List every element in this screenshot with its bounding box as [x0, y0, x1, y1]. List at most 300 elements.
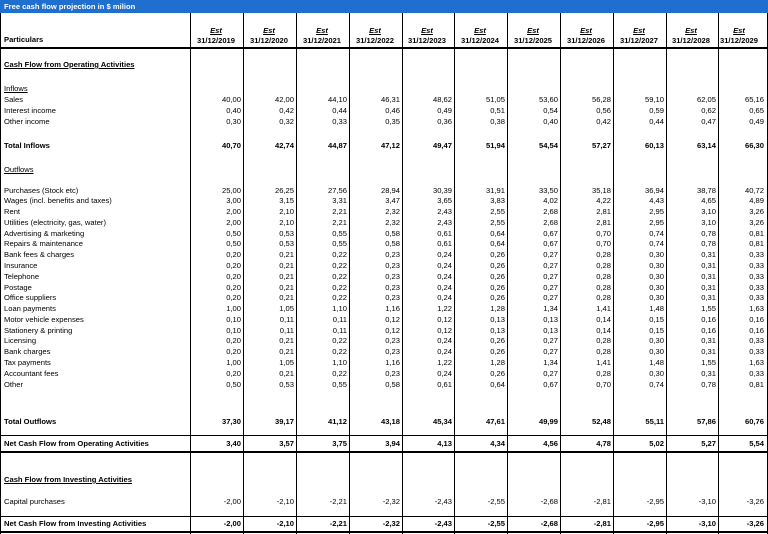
outflow-row-cell[interactable]: 0,70 — [596, 228, 611, 238]
outflow-row-cell[interactable]: 0,21 — [279, 260, 294, 270]
outflow-row-cell[interactable]: 1,22 — [437, 304, 452, 314]
outflow-row-cell[interactable]: 0,26 — [490, 282, 505, 292]
outflow-row-cell[interactable]: 0,12 — [385, 314, 400, 324]
outflow-row-cell[interactable]: 0,20 — [226, 347, 241, 357]
outflow-row-cell[interactable]: 0,22 — [332, 293, 347, 303]
outflow-row-cell[interactable]: 0,31 — [701, 282, 716, 292]
year-header[interactable]: 31/12/2023 — [407, 36, 446, 45]
inflow-row-cell[interactable]: 56,28 — [591, 94, 611, 104]
net-operating-cell[interactable]: 3,57 — [279, 439, 294, 448]
inflow-row-cell[interactable]: 0,46 — [385, 105, 400, 115]
outflow-row-cell[interactable]: 0,31 — [701, 250, 716, 260]
outflow-row-cell[interactable]: 0,30 — [649, 347, 664, 357]
outflow-row-cell[interactable]: 0,28 — [596, 271, 611, 281]
total-inflows-cell[interactable]: 47,12 — [380, 141, 400, 150]
outflow-row-cell[interactable]: 0,33 — [749, 250, 764, 260]
total-outflows-cell[interactable]: 47,61 — [485, 417, 505, 426]
inflow-row-cell[interactable]: 0,32 — [279, 117, 294, 127]
total-inflows-cell[interactable]: 63,14 — [696, 141, 716, 150]
inflow-row-cell[interactable]: 42,00 — [274, 94, 294, 104]
outflow-row-cell[interactable]: 0,30 — [649, 293, 664, 303]
total-inflows-cell[interactable]: 42,74 — [274, 141, 294, 150]
year-header[interactable]: 31/12/2026 — [566, 36, 605, 45]
inflow-row-cell[interactable]: 0,56 — [596, 105, 611, 115]
outflow-row-cell[interactable]: 0,31 — [701, 260, 716, 270]
outflow-row-cell[interactable]: 1,34 — [543, 357, 558, 367]
net-operating-cell[interactable]: 4,78 — [596, 439, 611, 448]
outflow-row-cell[interactable]: 0,27 — [543, 368, 558, 378]
outflow-row-cell[interactable]: 0,22 — [332, 260, 347, 270]
year-header[interactable]: 31/12/2019 — [196, 36, 235, 45]
outflow-row-cell[interactable]: 3,10 — [701, 217, 716, 227]
outflow-row-cell[interactable]: 0,23 — [385, 293, 400, 303]
year-header[interactable]: 31/12/2021 — [302, 36, 341, 45]
year-header[interactable]: 31/12/2020 — [249, 36, 288, 45]
outflow-row-cell[interactable]: 4,22 — [596, 196, 611, 206]
outflow-row-cell[interactable]: 26,25 — [274, 185, 294, 195]
outflow-row-cell[interactable]: 1,41 — [596, 357, 611, 367]
outflow-row-cell[interactable]: 0,24 — [437, 260, 452, 270]
net-investing-cell[interactable]: -2,55 — [487, 519, 505, 528]
outflow-row-cell[interactable]: 0,64 — [490, 228, 505, 238]
outflow-row-cell[interactable]: 0,50 — [226, 239, 241, 249]
inflow-row-cell[interactable]: 40,00 — [221, 94, 241, 104]
outflow-row-cell[interactable]: 0,24 — [437, 368, 452, 378]
net-operating-cell[interactable]: 3,75 — [332, 439, 347, 448]
capital-row-cell[interactable]: -3,26 — [746, 497, 764, 506]
outflow-row-cell[interactable]: 0,16 — [701, 325, 716, 335]
outflow-row-cell[interactable]: 0,27 — [543, 260, 558, 270]
inflow-row-cell[interactable]: 62,05 — [696, 94, 716, 104]
year-header[interactable]: 31/12/2024 — [460, 36, 499, 45]
outflow-row-cell[interactable]: 2,95 — [649, 217, 664, 227]
outflow-row-cell[interactable]: 0,33 — [749, 282, 764, 292]
inflow-row-cell[interactable]: 59,10 — [644, 94, 664, 104]
outflow-row-cell[interactable]: 0,70 — [596, 239, 611, 249]
capital-row-cell[interactable]: -2,00 — [223, 497, 241, 506]
outflow-row-cell[interactable]: 0,28 — [596, 282, 611, 292]
outflow-row-cell[interactable]: 0,61 — [437, 239, 452, 249]
outflow-row-cell[interactable]: 0,15 — [649, 325, 664, 335]
outflow-row-cell[interactable]: 2,21 — [332, 217, 347, 227]
outflow-row-cell[interactable]: 27,56 — [327, 185, 347, 195]
inflow-row-cell[interactable]: 0,42 — [279, 105, 294, 115]
outflow-row-cell[interactable]: 0,30 — [649, 250, 664, 260]
inflow-row-cell[interactable]: 0,65 — [749, 105, 764, 115]
outflow-row-cell[interactable]: 0,28 — [596, 336, 611, 346]
outflow-row-cell[interactable]: 0,23 — [385, 271, 400, 281]
year-header[interactable]: 31/12/2028 — [671, 36, 710, 45]
outflow-row-cell[interactable]: 0,31 — [701, 347, 716, 357]
outflow-row-cell[interactable]: 3,83 — [490, 196, 505, 206]
outflow-row-cell[interactable]: 2,68 — [543, 217, 558, 227]
outflow-row-cell[interactable]: 0,13 — [490, 325, 505, 335]
outflow-row-cell[interactable]: 0,53 — [279, 239, 294, 249]
outflow-row-cell[interactable]: 3,26 — [749, 217, 764, 227]
outflow-row-cell[interactable]: 0,12 — [385, 325, 400, 335]
inflow-row-cell[interactable]: 0,35 — [385, 117, 400, 127]
inflow-row-cell[interactable]: 0,42 — [596, 117, 611, 127]
outflow-row-cell[interactable]: 0,28 — [596, 347, 611, 357]
net-operating-cell[interactable]: 4,13 — [437, 439, 452, 448]
outflow-row-cell[interactable]: 0,14 — [596, 325, 611, 335]
outflow-row-cell[interactable]: 0,26 — [490, 368, 505, 378]
outflow-row-cell[interactable]: 0,20 — [226, 293, 241, 303]
net-operating-cell[interactable]: 5,27 — [701, 439, 716, 448]
net-investing-cell[interactable]: -2,95 — [646, 519, 664, 528]
capital-row-cell[interactable]: -3,10 — [698, 497, 716, 506]
net-investing-cell[interactable]: -2,43 — [434, 519, 452, 528]
outflow-row-cell[interactable]: 4,65 — [701, 196, 716, 206]
inflow-row-cell[interactable]: 0,47 — [701, 117, 716, 127]
inflow-row-cell[interactable]: 0,33 — [332, 117, 347, 127]
outflow-row-cell[interactable]: 0,21 — [279, 282, 294, 292]
total-inflows-cell[interactable]: 40,70 — [221, 141, 241, 150]
outflow-row-cell[interactable]: 0,27 — [543, 347, 558, 357]
outflow-row-cell[interactable]: 2,81 — [596, 207, 611, 217]
outflow-row-cell[interactable]: 0,27 — [543, 336, 558, 346]
outflow-row-cell[interactable]: 0,11 — [279, 325, 294, 335]
outflow-row-cell[interactable]: 4,89 — [749, 196, 764, 206]
outflow-row-cell[interactable]: 0,26 — [490, 271, 505, 281]
outflow-row-cell[interactable]: 0,74 — [649, 379, 664, 389]
year-header[interactable]: 31/12/2025 — [513, 36, 552, 45]
outflow-row-cell[interactable]: 35,18 — [591, 185, 611, 195]
capital-row-cell[interactable]: -2,32 — [382, 497, 400, 506]
inflow-row-cell[interactable]: 0,62 — [701, 105, 716, 115]
outflow-row-cell[interactable]: 0,74 — [649, 239, 664, 249]
outflow-row-cell[interactable]: 0,16 — [701, 314, 716, 324]
outflow-row-cell[interactable]: 0,58 — [385, 239, 400, 249]
outflow-row-cell[interactable]: 0,33 — [749, 368, 764, 378]
outflow-row-cell[interactable]: 0,23 — [385, 260, 400, 270]
outflow-row-cell[interactable]: 0,27 — [543, 271, 558, 281]
outflow-row-cell[interactable]: 0,78 — [701, 239, 716, 249]
outflow-row-cell[interactable]: 0,78 — [701, 228, 716, 238]
outflow-row-cell[interactable]: 2,00 — [226, 217, 241, 227]
outflow-row-cell[interactable]: 1,00 — [226, 357, 241, 367]
outflow-row-cell[interactable]: 0,23 — [385, 336, 400, 346]
inflow-row-cell[interactable]: 0,59 — [649, 105, 664, 115]
net-investing-cell[interactable]: -2,10 — [276, 519, 294, 528]
outflow-row-cell[interactable]: 0,23 — [385, 347, 400, 357]
outflow-row-cell[interactable]: 0,23 — [385, 250, 400, 260]
capital-row-cell[interactable]: -2,43 — [434, 497, 452, 506]
outflow-row-cell[interactable]: 0,15 — [649, 314, 664, 324]
outflow-row-cell[interactable]: 0,22 — [332, 282, 347, 292]
outflow-row-cell[interactable]: 2,43 — [437, 217, 452, 227]
outflow-row-cell[interactable]: 1,10 — [332, 304, 347, 314]
net-operating-cell[interactable]: 3,94 — [385, 439, 400, 448]
outflow-row-cell[interactable]: 0,21 — [279, 250, 294, 260]
outflow-row-cell[interactable]: 0,22 — [332, 368, 347, 378]
total-inflows-cell[interactable]: 54,54 — [538, 141, 558, 150]
outflow-row-cell[interactable]: 0,24 — [437, 282, 452, 292]
total-outflows-cell[interactable]: 49,99 — [538, 417, 558, 426]
outflow-row-cell[interactable]: 1,48 — [649, 304, 664, 314]
outflow-row-cell[interactable]: 0,64 — [490, 379, 505, 389]
total-inflows-cell[interactable]: 57,27 — [591, 141, 611, 150]
outflow-row-cell[interactable]: 0,26 — [490, 250, 505, 260]
year-header[interactable]: 31/12/2027 — [619, 36, 658, 45]
outflow-row-cell[interactable]: 0,22 — [332, 271, 347, 281]
outflow-row-cell[interactable]: 2,95 — [649, 207, 664, 217]
outflow-row-cell[interactable]: 0,31 — [701, 271, 716, 281]
outflow-row-cell[interactable]: 0,70 — [596, 379, 611, 389]
outflow-row-cell[interactable]: 0,24 — [437, 347, 452, 357]
total-inflows-cell[interactable]: 66,30 — [744, 141, 764, 150]
outflow-row-cell[interactable]: 0,22 — [332, 336, 347, 346]
outflow-row-cell[interactable]: 0,81 — [749, 379, 764, 389]
outflow-row-cell[interactable]: 0,61 — [437, 228, 452, 238]
outflow-row-cell[interactable]: 3,00 — [226, 196, 241, 206]
total-outflows-cell[interactable]: 45,34 — [432, 417, 452, 426]
outflow-row-cell[interactable]: 0,61 — [437, 379, 452, 389]
outflow-row-cell[interactable]: 0,26 — [490, 293, 505, 303]
outflow-row-cell[interactable]: 1,55 — [701, 304, 716, 314]
outflow-row-cell[interactable]: 0,74 — [649, 228, 664, 238]
outflow-row-cell[interactable]: 0,33 — [749, 293, 764, 303]
outflow-row-cell[interactable]: 2,10 — [279, 217, 294, 227]
capital-row-cell[interactable]: -2,55 — [487, 497, 505, 506]
outflow-row-cell[interactable]: 2,32 — [385, 207, 400, 217]
outflow-row-cell[interactable]: 0,23 — [385, 368, 400, 378]
total-outflows-cell[interactable]: 39,17 — [274, 417, 294, 426]
outflow-row-cell[interactable]: 1,48 — [649, 357, 664, 367]
total-inflows-cell[interactable]: 44,87 — [327, 141, 347, 150]
outflow-row-cell[interactable]: 2,43 — [437, 207, 452, 217]
capital-row-cell[interactable]: -2,10 — [276, 497, 294, 506]
outflow-row-cell[interactable]: 2,21 — [332, 207, 347, 217]
outflow-row-cell[interactable]: 0,26 — [490, 260, 505, 270]
sheet-title[interactable]: Free cash flow projection in $ milion — [0, 0, 768, 13]
capital-row-cell[interactable]: -2,95 — [646, 497, 664, 506]
outflow-row-cell[interactable]: 0,27 — [543, 282, 558, 292]
outflow-row-cell[interactable]: 1,22 — [437, 357, 452, 367]
outflow-row-cell[interactable]: 0,64 — [490, 239, 505, 249]
outflow-row-cell[interactable]: 0,28 — [596, 250, 611, 260]
total-outflows-cell[interactable]: 60,76 — [744, 417, 764, 426]
outflow-row-cell[interactable]: 0,20 — [226, 336, 241, 346]
outflow-row-cell[interactable]: 0,11 — [332, 325, 347, 335]
outflow-row-cell[interactable]: 0,28 — [596, 260, 611, 270]
outflow-row-cell[interactable]: 3,15 — [279, 196, 294, 206]
net-investing-cell[interactable]: -2,32 — [382, 519, 400, 528]
outflow-row-cell[interactable]: 0,31 — [701, 336, 716, 346]
outflow-row-cell[interactable]: 1,05 — [279, 304, 294, 314]
net-investing-cell[interactable]: -2,21 — [329, 519, 347, 528]
outflow-row-cell[interactable]: 0,20 — [226, 260, 241, 270]
outflow-row-cell[interactable]: 0,21 — [279, 271, 294, 281]
outflow-row-cell[interactable]: 0,22 — [332, 347, 347, 357]
outflow-row-cell[interactable]: 36,94 — [644, 185, 664, 195]
net-investing-cell[interactable]: -3,10 — [698, 519, 716, 528]
outflow-row-cell[interactable]: 4,43 — [649, 196, 664, 206]
inflow-row-cell[interactable]: 0,44 — [332, 105, 347, 115]
inflow-row-cell[interactable]: 48,62 — [432, 94, 452, 104]
outflow-row-cell[interactable]: 0,81 — [749, 228, 764, 238]
inflow-row-cell[interactable]: 0,38 — [490, 117, 505, 127]
net-operating-cell[interactable]: 4,56 — [543, 439, 558, 448]
outflow-row-cell[interactable]: 0,24 — [437, 336, 452, 346]
outflow-row-cell[interactable]: 0,22 — [332, 250, 347, 260]
inflow-row-cell[interactable]: 0,40 — [543, 117, 558, 127]
capital-row-cell[interactable]: -2,81 — [593, 497, 611, 506]
outflow-row-cell[interactable]: 0,20 — [226, 271, 241, 281]
year-header[interactable]: 31/12/2022 — [355, 36, 394, 45]
outflow-row-cell[interactable]: 0,21 — [279, 368, 294, 378]
outflow-row-cell[interactable]: 0,58 — [385, 228, 400, 238]
outflow-row-cell[interactable]: 3,10 — [701, 207, 716, 217]
net-operating-cell[interactable]: 5,54 — [749, 439, 764, 448]
outflow-row-cell[interactable]: 0,14 — [596, 314, 611, 324]
inflow-row-cell[interactable]: 0,54 — [543, 105, 558, 115]
outflow-row-cell[interactable]: 0,30 — [649, 336, 664, 346]
outflow-row-cell[interactable]: 1,05 — [279, 357, 294, 367]
outflow-row-cell[interactable]: 0,28 — [596, 368, 611, 378]
capital-row-cell[interactable]: -2,68 — [540, 497, 558, 506]
year-header[interactable]: 31/12/2029 — [719, 36, 758, 45]
total-outflows-cell[interactable]: 57,86 — [696, 417, 716, 426]
outflow-row-cell[interactable]: 0,53 — [279, 379, 294, 389]
outflow-row-cell[interactable]: 0,55 — [332, 379, 347, 389]
outflow-row-cell[interactable]: 0,21 — [279, 336, 294, 346]
outflow-row-cell[interactable]: 1,41 — [596, 304, 611, 314]
outflow-row-cell[interactable]: 0,33 — [749, 336, 764, 346]
outflow-row-cell[interactable]: 0,24 — [437, 293, 452, 303]
outflow-row-cell[interactable]: 0,58 — [385, 379, 400, 389]
outflow-row-cell[interactable]: 0,10 — [226, 325, 241, 335]
inflow-row-cell[interactable]: 0,44 — [649, 117, 664, 127]
net-investing-cell[interactable]: -3,26 — [746, 519, 764, 528]
outflow-row-cell[interactable]: 1,16 — [385, 304, 400, 314]
outflow-row-cell[interactable]: 4,02 — [543, 196, 558, 206]
outflow-row-cell[interactable]: 0,26 — [490, 336, 505, 346]
outflow-row-cell[interactable]: 0,13 — [490, 314, 505, 324]
outflow-row-cell[interactable]: 2,55 — [490, 217, 505, 227]
total-outflows-cell[interactable]: 37,30 — [221, 417, 241, 426]
outflow-row-cell[interactable]: 40,72 — [744, 185, 764, 195]
outflow-row-cell[interactable]: 0,50 — [226, 228, 241, 238]
outflow-row-cell[interactable]: 1,10 — [332, 357, 347, 367]
inflow-row-cell[interactable]: 46,31 — [380, 94, 400, 104]
outflow-row-cell[interactable]: 1,63 — [749, 304, 764, 314]
outflow-row-cell[interactable]: 0,30 — [649, 282, 664, 292]
total-inflows-cell[interactable]: 60,13 — [644, 141, 664, 150]
net-investing-cell[interactable]: -2,00 — [223, 519, 241, 528]
outflow-row-cell[interactable]: 38,78 — [696, 185, 716, 195]
outflow-row-cell[interactable]: 0,11 — [332, 314, 347, 324]
inflow-row-cell[interactable]: 44,10 — [327, 94, 347, 104]
outflow-row-cell[interactable]: 0,12 — [437, 325, 452, 335]
net-operating-cell[interactable]: 5,02 — [649, 439, 664, 448]
outflow-row-cell[interactable]: 25,00 — [221, 185, 241, 195]
outflow-row-cell[interactable]: 3,26 — [749, 207, 764, 217]
outflow-row-cell[interactable]: 0,33 — [749, 260, 764, 270]
outflow-row-cell[interactable]: 0,20 — [226, 368, 241, 378]
outflow-row-cell[interactable]: 0,50 — [226, 379, 241, 389]
outflow-row-cell[interactable]: 0,78 — [701, 379, 716, 389]
outflow-row-cell[interactable]: 1,34 — [543, 304, 558, 314]
inflow-row-cell[interactable]: 51,05 — [485, 94, 505, 104]
total-inflows-cell[interactable]: 49,47 — [432, 141, 452, 150]
outflow-row-cell[interactable]: 0,24 — [437, 271, 452, 281]
outflow-row-cell[interactable]: 1,63 — [749, 357, 764, 367]
outflow-row-cell[interactable]: 0,11 — [279, 314, 294, 324]
inflow-row-cell[interactable]: 0,49 — [749, 117, 764, 127]
inflow-row-cell[interactable]: 0,30 — [226, 117, 241, 127]
outflow-row-cell[interactable]: 2,81 — [596, 217, 611, 227]
net-operating-cell[interactable]: 4,34 — [490, 439, 505, 448]
total-inflows-cell[interactable]: 51,94 — [485, 141, 505, 150]
inflow-row-cell[interactable]: 65,16 — [744, 94, 764, 104]
outflow-row-cell[interactable]: 0,30 — [649, 368, 664, 378]
outflow-row-cell[interactable]: 0,16 — [749, 325, 764, 335]
outflow-row-cell[interactable]: 0,10 — [226, 314, 241, 324]
outflow-row-cell[interactable]: 0,21 — [279, 293, 294, 303]
outflow-row-cell[interactable]: 0,55 — [332, 239, 347, 249]
outflow-row-cell[interactable]: 0,81 — [749, 239, 764, 249]
outflow-row-cell[interactable]: 3,65 — [437, 196, 452, 206]
total-outflows-cell[interactable]: 41,12 — [327, 417, 347, 426]
outflow-row-cell[interactable]: 0,31 — [701, 368, 716, 378]
total-outflows-cell[interactable]: 43,18 — [380, 417, 400, 426]
outflow-row-cell[interactable]: 1,00 — [226, 304, 241, 314]
outflow-row-cell[interactable]: 0,53 — [279, 228, 294, 238]
outflow-row-cell[interactable]: 0,33 — [749, 271, 764, 281]
outflow-row-cell[interactable]: 1,55 — [701, 357, 716, 367]
outflow-row-cell[interactable]: 3,31 — [332, 196, 347, 206]
outflow-row-cell[interactable]: 0,28 — [596, 293, 611, 303]
outflow-row-cell[interactable]: 0,67 — [543, 228, 558, 238]
outflow-row-cell[interactable]: 0,30 — [649, 260, 664, 270]
total-outflows-cell[interactable]: 55,11 — [645, 417, 664, 426]
outflow-row-cell[interactable]: 0,20 — [226, 250, 241, 260]
outflow-row-cell[interactable]: 0,13 — [543, 314, 558, 324]
outflow-row-cell[interactable]: 33,50 — [538, 185, 558, 195]
total-outflows-cell[interactable]: 52,48 — [591, 417, 611, 426]
outflow-row-cell[interactable]: 2,00 — [226, 207, 241, 217]
inflow-row-cell[interactable]: 0,51 — [490, 105, 505, 115]
outflow-row-cell[interactable]: 0,27 — [543, 293, 558, 303]
outflow-row-cell[interactable]: 0,55 — [332, 228, 347, 238]
outflow-row-cell[interactable]: 3,47 — [385, 196, 400, 206]
outflow-row-cell[interactable]: 0,67 — [543, 239, 558, 249]
outflow-row-cell[interactable]: 0,23 — [385, 282, 400, 292]
outflow-row-cell[interactable]: 0,16 — [749, 314, 764, 324]
outflow-row-cell[interactable]: 0,30 — [649, 271, 664, 281]
outflow-row-cell[interactable]: 0,26 — [490, 347, 505, 357]
outflow-row-cell[interactable]: 28,94 — [380, 185, 400, 195]
capital-row-cell[interactable]: -2,21 — [329, 497, 347, 506]
net-operating-cell[interactable]: 3,40 — [226, 439, 241, 448]
outflow-row-cell[interactable]: 0,21 — [279, 347, 294, 357]
outflow-row-cell[interactable]: 30,39 — [432, 185, 452, 195]
outflow-row-cell[interactable]: 0,27 — [543, 250, 558, 260]
inflow-row-cell[interactable]: 53,60 — [538, 94, 558, 104]
outflow-row-cell[interactable]: 0,67 — [543, 379, 558, 389]
net-investing-cell[interactable]: -2,81 — [593, 519, 611, 528]
outflow-row-cell[interactable]: 1,28 — [490, 357, 505, 367]
inflow-row-cell[interactable]: 0,49 — [437, 105, 452, 115]
net-investing-cell[interactable]: -2,68 — [540, 519, 558, 528]
outflow-row-cell[interactable]: 2,55 — [490, 207, 505, 217]
inflow-row-cell[interactable]: 0,40 — [226, 105, 241, 115]
outflow-row-cell[interactable]: 31,91 — [485, 185, 505, 195]
outflow-row-cell[interactable]: 0,24 — [437, 250, 452, 260]
inflow-row-cell[interactable]: 0,36 — [437, 117, 452, 127]
outflow-row-cell[interactable]: 2,68 — [543, 207, 558, 217]
